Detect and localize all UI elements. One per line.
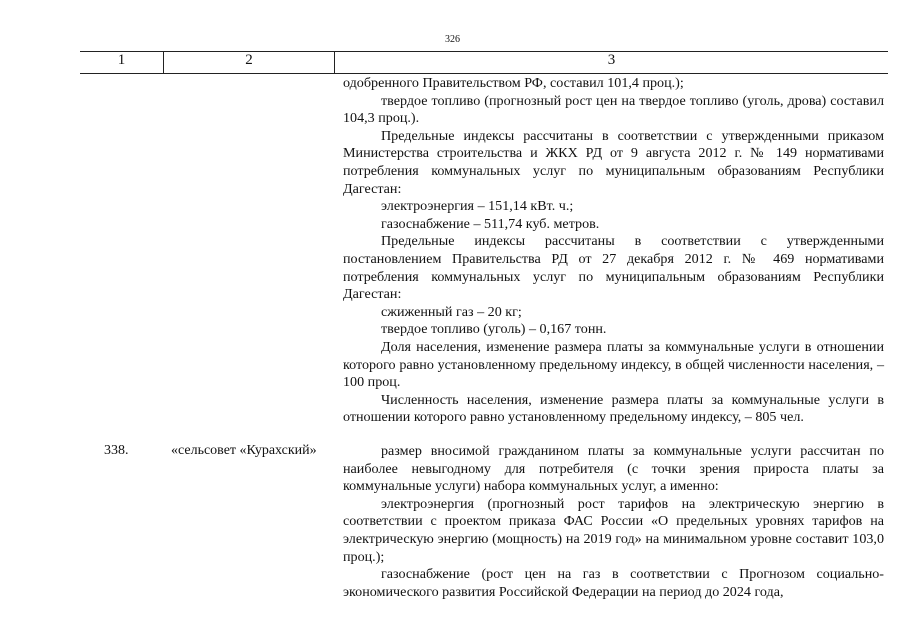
paragraph: твердое топливо (прогнозный рост цен на твердое топливо (уголь, дрова) составил 104,3 проц.). <box>343 92 884 127</box>
header-col-1: 1 <box>117 52 126 68</box>
paragraph: электроэнергия – 151,14 кВт. ч.; <box>381 198 574 215</box>
paragraph: сжиженный газ – 20 кг; <box>381 303 522 320</box>
paragraph: газоснабжение – 511,74 куб. метров. <box>381 215 600 232</box>
paragraph: размер вносимой гражданином платы за коммунальные услуги рассчитан по наиболее невыгодному для потребителя (с точки зрения прироста платы за коммунальные услуги) набора коммунальных услуг, а именно: <box>343 443 884 495</box>
paragraph: Доля населения, изменение размера платы за коммунальные услуги в отношении которого равно установленному предельному индексу, в общей численности населения, – 100 проц. <box>343 338 884 391</box>
paragraph: одобренного Правительством РФ, составил 101,4 проц.); <box>343 75 684 91</box>
page-number: 326 <box>445 34 460 45</box>
header-col-2: 2 <box>245 52 253 68</box>
header-col-3: 3 <box>607 52 616 68</box>
paragraph: твердое топливо (уголь) – 0,167 тонн. <box>381 321 607 338</box>
paragraph: Численность населения, изменение размера платы за коммунальные услуги в отношении которого равно установленному предельному индексу, – 805 чел. <box>343 391 884 426</box>
continued-row-text <box>343 75 884 427</box>
paragraph: газоснабжение (рост цен на газ в соответствии с Прогнозом социально-экономического развития Российской Федерации на период до 2024 года, <box>343 566 884 600</box>
row-338-text <box>343 443 884 601</box>
paragraph: Предельные индексы рассчитаны в соответствии с утвержденными постановлением Правительства РД от 27 декабря 2012 г. № 469 нормативами потребления коммунальных услуг по муниципальным образованиям Республики Дагестан: <box>343 233 884 303</box>
paragraph: Предельные индексы рассчитаны в соответствии с утвержденными приказом Министерства строительства и ЖКХ РД от 9 августа 2012 г. № 149 нормативами потребления коммунальных услуг по муниципальным образованиям Республики Дагестан: <box>343 127 884 197</box>
paragraph: электроэнергия (прогнозный рост тарифов на электрическую энергию в соответствии с проектом приказа ФАС России «О предельных уровнях тарифов на электрическую энергию (мощность) на 2019 год» на минимальном уровне составит 103,0 проц.); <box>343 495 884 565</box>
table-header-bottom-border <box>80 73 888 74</box>
municipality-name: «сельсовет «Курахский» <box>171 443 317 458</box>
row-number: 338. <box>104 443 129 458</box>
